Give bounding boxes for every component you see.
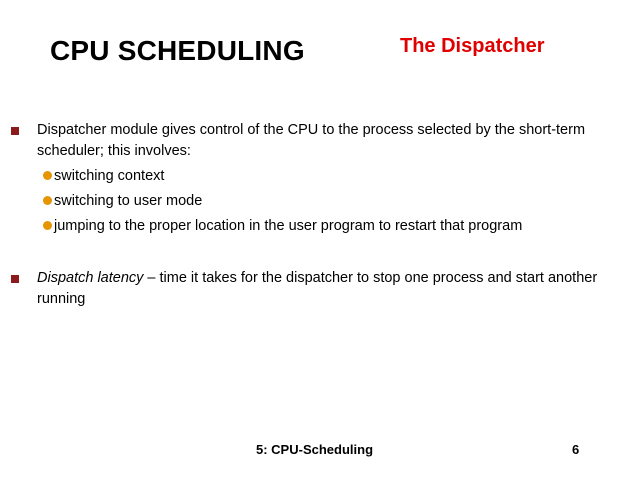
page-number: 6 [572,442,580,457]
square-bullet-icon [11,275,19,283]
dot-bullet-icon [43,196,52,205]
sub-item-label: switching context [54,168,165,184]
bullet-text-1: Dispatcher module gives control of the CPU to the process selected by the short-term scheduler; this involves: [37,122,586,159]
bullet-text-2 [37,268,607,310]
dot-bullet-icon [43,221,52,230]
footer-label: 5: CPU-Scheduling [256,442,374,457]
dispatch-latency-definition: – time it takes for the dispatcher to stop one process and start another running [37,270,598,307]
sub-item-1 [43,166,164,187]
sub-item-2 [43,191,202,212]
square-bullet-icon [11,127,19,135]
sub-item-label: switching to user mode [54,193,203,209]
dispatch-latency-term: Dispatch latency [37,270,144,286]
sub-item-label: jumping to the proper location in the user program to restart that program [54,218,523,234]
dot-bullet-icon [43,171,52,180]
slide-subtitle: The Dispatcher [400,35,545,57]
sub-item-3 [43,216,522,237]
slide-title: CPU SCHEDULING [50,35,305,66]
